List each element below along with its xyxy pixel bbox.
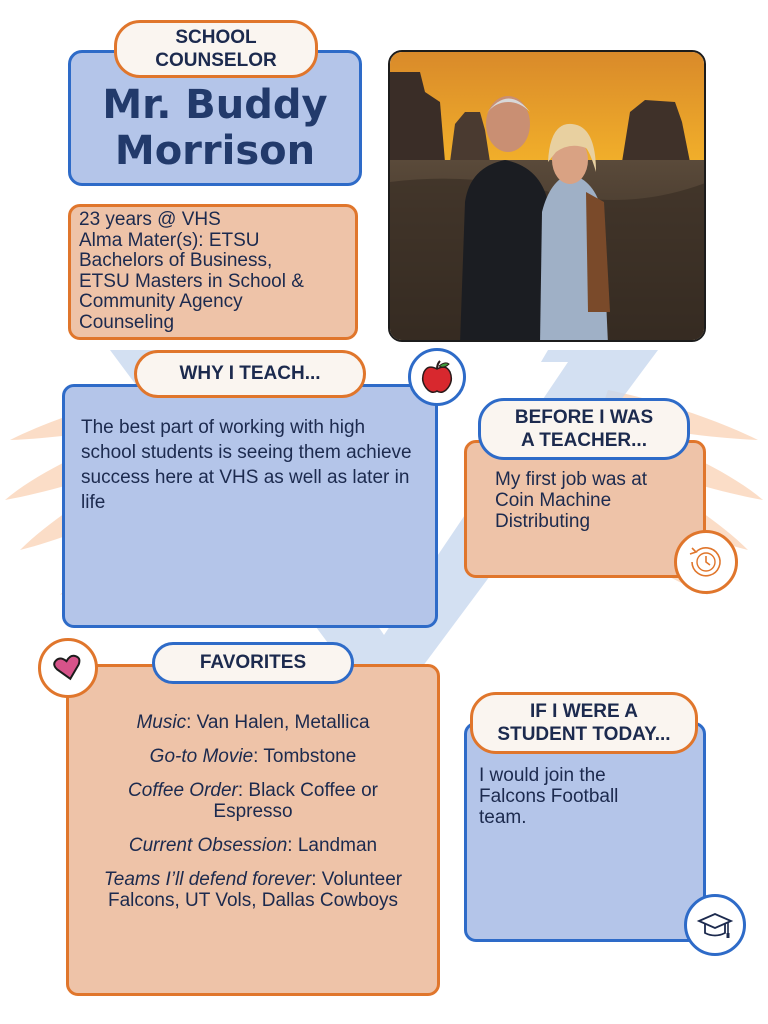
name-line-1: Mr. Buddy (102, 82, 328, 128)
portrait-photo (388, 50, 706, 342)
favorites-title-text: FAVORITES (199, 652, 307, 674)
favorite-value: : Landman (287, 835, 378, 856)
bio-line: Bachelors of Business, (79, 250, 273, 271)
bio-line: Community Agency (79, 291, 243, 312)
bio-line: ETSU Masters in School & (79, 270, 304, 292)
favorite-label: Go-to Movie (149, 746, 254, 767)
student-today-panel (464, 722, 706, 942)
bio-line: Alma Mater(s): ETSU (79, 229, 260, 251)
graduation-cap-icon (684, 894, 746, 956)
before-teacher-body: My first job was at Coin Machine Distributing (495, 469, 648, 532)
favorite-label: Teams I’ll defend forever (103, 869, 312, 890)
student-today-title-line-2: STUDENT TODAY... (497, 724, 671, 745)
favorites-panel (66, 664, 440, 996)
favorite-item (81, 712, 425, 733)
favorites-title (152, 642, 354, 684)
role-line-1: SCHOOL (175, 26, 257, 48)
favorite-value: : Van Halen, Metallica (186, 712, 370, 733)
why-teach-title-text: WHY I TEACH... (179, 363, 321, 385)
photo-image (390, 52, 706, 342)
before-teacher-title (478, 398, 690, 460)
bio-line: 23 years @ VHS (79, 209, 221, 230)
favorite-value: : Black Coffee or Espresso (213, 780, 378, 822)
favorite-label: Current Obsession (128, 835, 288, 856)
favorite-item (81, 835, 425, 856)
why-teach-title (134, 350, 366, 398)
favorite-label: Coffee Order (128, 780, 238, 801)
favorite-label: Music (136, 712, 187, 733)
favorite-item (81, 746, 425, 767)
favorite-value: : Volunteer Falcons, UT Vols, Dallas Cowboys (107, 869, 403, 911)
name-heading (68, 82, 362, 174)
heart-icon (38, 638, 98, 698)
role-line-2: COUNSELOR (155, 50, 277, 71)
student-today-title (470, 692, 698, 754)
why-teach-panel (62, 384, 438, 628)
favorite-item (81, 869, 425, 911)
name-line-2: Morrison (114, 128, 316, 174)
why-teach-body: The best part of working with high school students is seeing them achieve success here at VHS as well as later in life (81, 417, 412, 513)
student-today-title-line-1: IF I WERE A (529, 700, 639, 722)
favorite-item (81, 780, 425, 822)
role-pill (114, 20, 318, 78)
bio-line: Counseling (79, 311, 175, 333)
clock-icon (674, 530, 738, 594)
student-today-body: I would join the Falcons Football team. (479, 765, 619, 828)
favorite-value: : Tombstone (253, 746, 357, 767)
before-teacher-panel (464, 440, 706, 578)
bio-panel (68, 204, 358, 340)
apple-icon (408, 348, 466, 406)
before-teacher-title-line-1: BEFORE I WAS (514, 406, 654, 428)
before-teacher-title-line-2: A TEACHER... (521, 430, 647, 451)
